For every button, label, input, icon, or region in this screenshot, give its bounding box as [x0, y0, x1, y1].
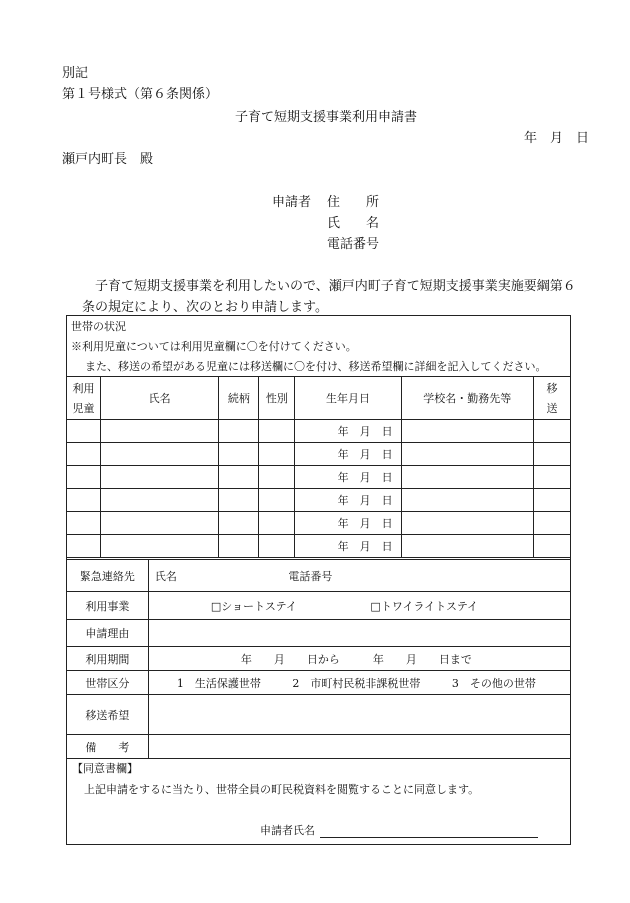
cell-birth[interactable]: 年 月 日: [295, 489, 401, 512]
col-name: 氏名: [101, 377, 219, 420]
cell-gender[interactable]: [259, 535, 295, 558]
col-riyou-line1: 利用: [72, 382, 95, 395]
cell-transfer[interactable]: [533, 512, 570, 535]
category-label: 世帯区分: [67, 671, 149, 695]
col-transfer-line1: 移: [546, 382, 558, 395]
cell-riyou[interactable]: [67, 420, 101, 443]
form-number: 第１号様式（第６条関係）: [62, 87, 219, 102]
cell-transfer[interactable]: [533, 420, 570, 443]
emergency-cell[interactable]: [148, 560, 570, 592]
cell-relation[interactable]: [219, 489, 259, 512]
table-row: [67, 535, 571, 558]
cell-gender[interactable]: [259, 466, 295, 489]
cell-birth[interactable]: 年 月 日: [295, 512, 401, 535]
consent-heading: 【同意書欄】: [72, 762, 138, 775]
cell-riyou[interactable]: [67, 535, 101, 558]
cell-relation[interactable]: [219, 512, 259, 535]
emergency-label: 緊急連絡先: [67, 560, 149, 592]
cell-name[interactable]: [101, 420, 219, 443]
col-transfer: [533, 377, 570, 420]
household-header-row: [67, 377, 571, 420]
service-row: [67, 592, 571, 620]
consent-text: 上記申請をするに当たり、世帯全員の町民税資料を閲覧することに同意します。: [84, 783, 480, 796]
cell-school[interactable]: [401, 466, 533, 489]
col-school: 学校名・勤務先等: [401, 377, 533, 420]
transfer-input[interactable]: [148, 695, 570, 735]
cell-school[interactable]: [401, 420, 533, 443]
col-birth: 生年月日: [295, 377, 401, 420]
date-field: 年 月 日: [524, 131, 590, 146]
reason-label: 申請理由: [67, 620, 149, 647]
remarks-label: 備 考: [67, 735, 149, 759]
period-value[interactable]: 年 月 日から 年 月 日まで: [148, 647, 570, 671]
details-table: [66, 559, 571, 759]
betsuki-label: 別記: [62, 66, 89, 81]
cell-relation[interactable]: [219, 443, 259, 466]
table-row: [67, 466, 571, 489]
remarks-input[interactable]: [148, 735, 570, 759]
document-title: 子育て短期支援事業利用申請書: [235, 110, 418, 125]
body-line-1: 子育て短期支援事業を利用したいので、瀬戸内町子育て短期支援事業実施要綱第６: [95, 279, 576, 294]
addressee: 瀬戸内町長 殿: [62, 152, 154, 167]
cell-relation[interactable]: [219, 466, 259, 489]
emergency-name-label: 氏名: [154, 569, 177, 583]
category-option-3[interactable]: 3 その他の世帯: [451, 676, 536, 690]
cell-birth[interactable]: 年 月 日: [295, 443, 401, 466]
cell-school[interactable]: [401, 443, 533, 466]
cell-name[interactable]: [101, 512, 219, 535]
table-row: [67, 420, 571, 443]
signature-label: 申請者氏名: [260, 824, 315, 837]
cell-birth[interactable]: 年 月 日: [295, 535, 401, 558]
cell-name[interactable]: [101, 466, 219, 489]
cell-transfer[interactable]: [533, 489, 570, 512]
category-option-2[interactable]: 2 市町村民税非課税世帯: [292, 676, 421, 690]
cell-riyou[interactable]: [67, 443, 101, 466]
cell-birth[interactable]: 年 月 日: [295, 466, 401, 489]
cell-gender[interactable]: [259, 420, 295, 443]
applicant-address-label: 住 所: [327, 195, 380, 210]
table-row: [67, 443, 571, 466]
cell-relation[interactable]: [219, 535, 259, 558]
col-relation: 続柄: [219, 377, 259, 420]
period-row: [67, 647, 571, 671]
cell-gender[interactable]: [259, 443, 295, 466]
transfer-label: 移送希望: [67, 695, 149, 735]
household-heading: 世帯の状況: [71, 320, 126, 333]
table-row: [67, 512, 571, 535]
col-transfer-line2: 送: [546, 402, 558, 415]
signature-line[interactable]: [320, 837, 538, 838]
cell-gender[interactable]: [259, 512, 295, 535]
household-note-2: また、移送の希望がある児童には移送欄に〇を付け、移送希望欄に詳細を記入してください。: [85, 360, 547, 373]
emergency-phone-label: 電話番号: [288, 569, 333, 583]
cell-transfer[interactable]: [533, 443, 570, 466]
household-note-1: ※利用児童については利用児童欄に〇を付けてください。: [71, 340, 357, 353]
category-option-1[interactable]: 1 生活保護世帯: [176, 676, 261, 690]
checkbox-twilightstay[interactable]: □トワイライトステイ: [370, 599, 479, 613]
applicant-label: 申請者: [272, 195, 312, 210]
cell-riyou[interactable]: [67, 466, 101, 489]
service-label: 利用事業: [67, 592, 149, 620]
applicant-phone-label: 電話番号: [327, 237, 380, 252]
applicant-name-label: 氏 名: [327, 216, 380, 231]
cell-name[interactable]: [101, 443, 219, 466]
reason-row: [67, 620, 571, 647]
cell-school[interactable]: [401, 489, 533, 512]
table-row: [67, 489, 571, 512]
cell-gender[interactable]: [259, 489, 295, 512]
col-riyou-line2: 児童: [72, 402, 95, 415]
cell-school[interactable]: [401, 512, 533, 535]
category-row: [67, 671, 571, 695]
cell-transfer[interactable]: [533, 535, 570, 558]
cell-riyou[interactable]: [67, 489, 101, 512]
cell-transfer[interactable]: [533, 466, 570, 489]
emergency-row: [67, 560, 571, 592]
col-gender: 性別: [259, 377, 295, 420]
checkbox-shortstay[interactable]: □ショートステイ: [210, 599, 297, 613]
service-cell: [148, 592, 570, 620]
cell-name[interactable]: [101, 489, 219, 512]
cell-name[interactable]: [101, 535, 219, 558]
cell-relation[interactable]: [219, 420, 259, 443]
transfer-row: [67, 695, 571, 735]
category-cell: [148, 671, 570, 695]
cell-school[interactable]: [401, 535, 533, 558]
period-label: 利用期間: [67, 647, 149, 671]
body-line-2: 条の規定により、次のとおり申請します。: [82, 300, 328, 315]
reason-input[interactable]: [148, 620, 570, 647]
cell-riyou[interactable]: [67, 512, 101, 535]
remarks-row: [67, 735, 571, 759]
col-riyou: [67, 377, 101, 420]
cell-birth[interactable]: 年 月 日: [295, 420, 401, 443]
household-table: [66, 376, 571, 558]
